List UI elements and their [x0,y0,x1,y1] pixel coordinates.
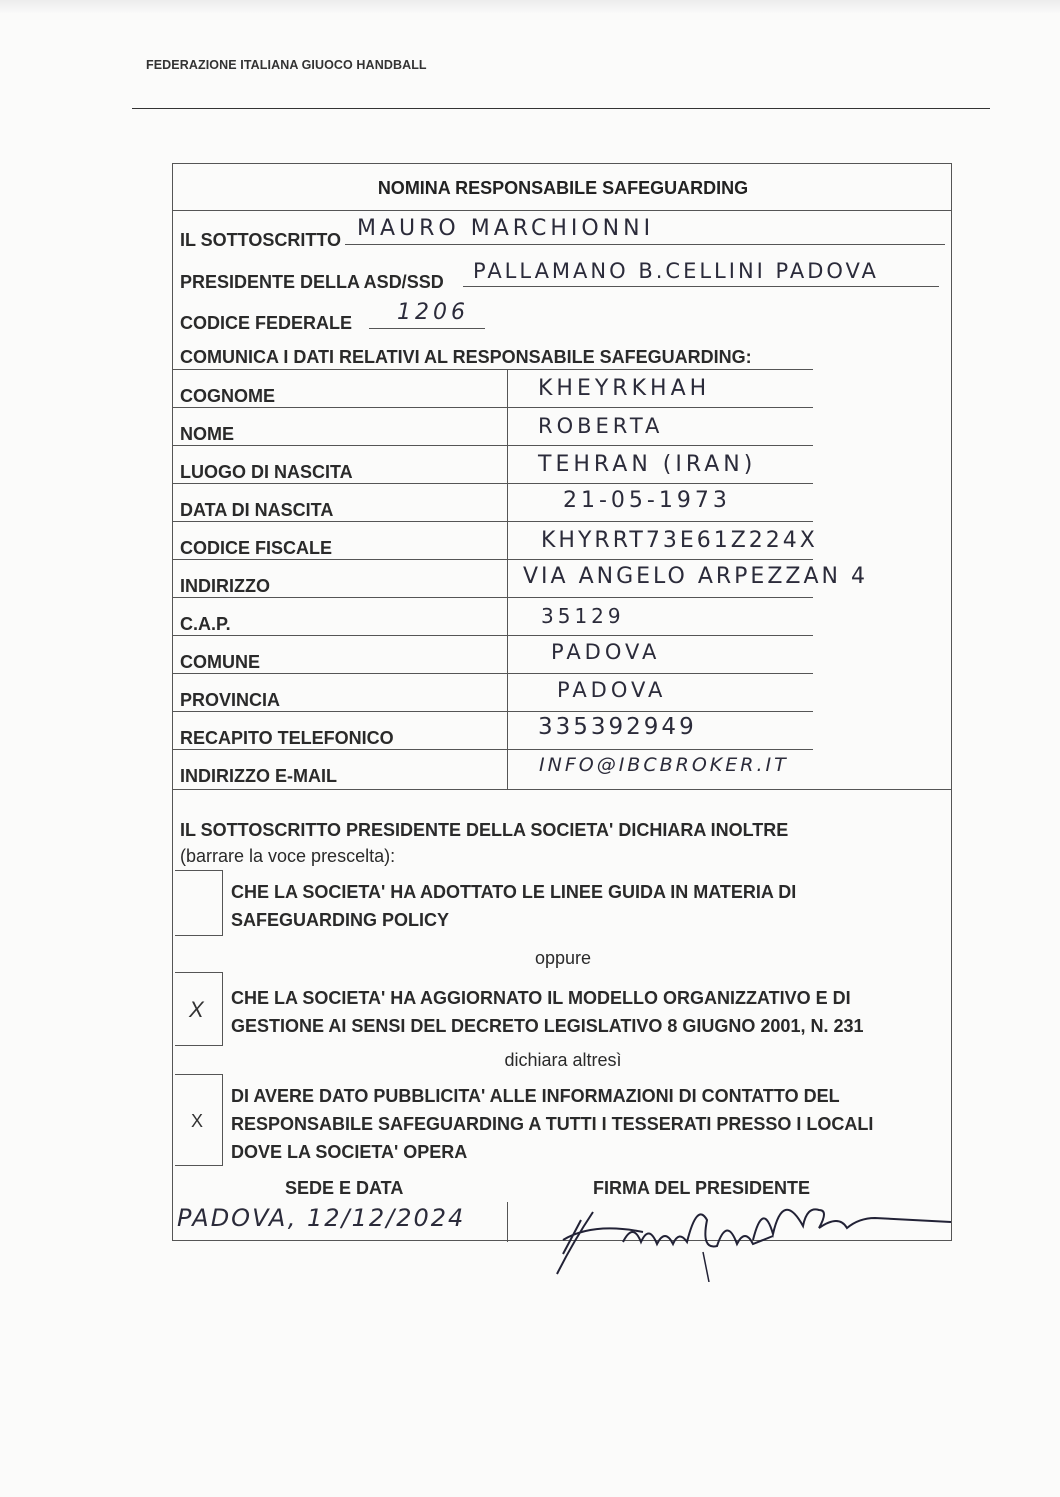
field-value-codice-fiscale[interactable]: KHYRRT73E61Z224X [541,528,818,553]
sede-data-value[interactable]: PADOVA, 12/12/2024 [177,1204,466,1232]
field-value-indirizzo[interactable]: VIA ANGELO ARPEZZAN 4 [523,564,868,589]
header-rule [132,108,990,109]
field-value-email[interactable]: INFO@IBCBROKER.IT [539,754,789,776]
field-label-provincia: PROVINCIA [180,690,281,710]
president-signature [553,1182,953,1282]
presidente-value[interactable]: PALLAMANO B.CELLINI PADOVA [473,259,879,283]
field-label-comune: COMUNE [180,652,260,672]
comunica-label: COMUNICA I DATI RELATIVI AL RESPONSABILE SAFEGUARDING: [180,347,752,367]
codice-federale-underline [369,328,485,329]
presidente-label: PRESIDENTE DELLA ASD/SSD [180,272,444,292]
option1-line1: CHE LA SOCIETA' HA ADOTTATO LE LINEE GUIDA IN MATERIA DI [231,882,797,902]
row-divider [173,445,813,446]
scan-edge-noise [0,0,1060,14]
row-divider [173,559,813,560]
row-divider [173,673,813,674]
field-value-recapito[interactable]: 335392949 [538,714,697,740]
option3-line3: DOVE LA SOCIETA' OPERA [231,1142,468,1162]
option3-text [231,1082,873,1166]
option2-line1: CHE LA SOCIETA' HA AGGIORNATO IL MODELLO ORGANIZZATIVO E DI [231,988,851,1008]
field-value-provincia[interactable]: PADOVA [557,678,667,702]
option2-text [231,984,864,1040]
comunica-divider [173,369,813,370]
field-label-luogo-nascita: LUOGO DI NASCITA [180,462,353,482]
sottoscritto-underline [345,244,945,245]
sottoscritto-label: IL SOTTOSCRITTO [180,230,342,250]
option1-line2: SAFEGUARDING POLICY [231,910,450,930]
field-value-data-nascita[interactable]: 21-05-1973 [563,488,731,513]
option1-checkbox[interactable] [175,870,223,936]
firma-label: FIRMA DEL PRESIDENTE [593,1178,811,1198]
sede-data-label: SEDE E DATA [285,1178,404,1198]
option3-line2: RESPONSABILE SAFEGUARDING A TUTTI I TESSERATI PRESSO I LOCALI [231,1114,874,1134]
dichiara-altresi-label: dichiara altresì [504,1050,622,1070]
signature-column-divider [507,1202,508,1242]
oppure-label: oppure [534,948,592,968]
dichiarazione-line2: (barrare la voce prescelta): [180,846,396,866]
field-label-recapito: RECAPITO TELEFONICO [180,728,394,748]
field-value-cognome[interactable]: KHEYRKHAH [538,376,711,401]
organization-header: FEDERAZIONE ITALIANA GIUOCO HANDBALL [146,58,427,72]
dichiarazione-line1: IL SOTTOSCRITTO PRESIDENTE DELLA SOCIETA' DICHIARA INOLTRE [180,820,789,840]
fields-column-divider [507,369,508,789]
row-divider [173,635,813,636]
field-value-luogo-nascita[interactable]: TEHRAN (IRAN) [538,452,757,477]
safeguarding-form [172,163,952,1241]
row-divider [173,483,813,484]
field-label-codice-fiscale: CODICE FISCALE [180,538,333,558]
option1-text [231,878,796,934]
row-divider [173,407,813,408]
row-divider [173,749,813,750]
field-label-cognome: COGNOME [180,386,276,406]
option2-mark: X [189,997,204,1022]
row-divider [173,597,813,598]
field-value-comune[interactable]: PADOVA [551,640,661,664]
field-label-email: INDIRIZZO E-MAIL [180,766,337,786]
presidente-underline [463,286,939,287]
row-divider [173,711,813,712]
codice-federale-label: CODICE FEDERALE [180,313,353,333]
option2-checkbox[interactable] [175,972,223,1046]
field-label-nome: NOME [180,424,234,444]
option3-checkbox[interactable] [175,1074,223,1166]
field-label-indirizzo: INDIRIZZO [180,576,270,596]
fields-bottom-divider [173,789,951,790]
field-value-cap[interactable]: 35129 [541,604,625,628]
option3-mark: X [191,1111,204,1131]
codice-federale-value[interactable]: 1206 [397,300,469,325]
field-value-nome[interactable]: ROBERTA [538,414,664,438]
row-divider [173,521,813,522]
field-label-data-nascita: DATA DI NASCITA [180,500,334,520]
sottoscritto-value[interactable]: MAURO MARCHIONNI [357,216,655,241]
option2-line2: GESTIONE AI SENSI DEL DECRETO LEGISLATIVO 8 GIUGNO 2001, N. 231 [231,1016,864,1036]
field-label-cap: C.A.P. [180,614,231,634]
title-divider [173,210,951,211]
form-title: NOMINA RESPONSABILE SAFEGUARDING [377,178,749,198]
option3-line1: DI AVERE DATO PUBBLICITA' ALLE INFORMAZIONI DI CONTATTO DEL [231,1086,840,1106]
